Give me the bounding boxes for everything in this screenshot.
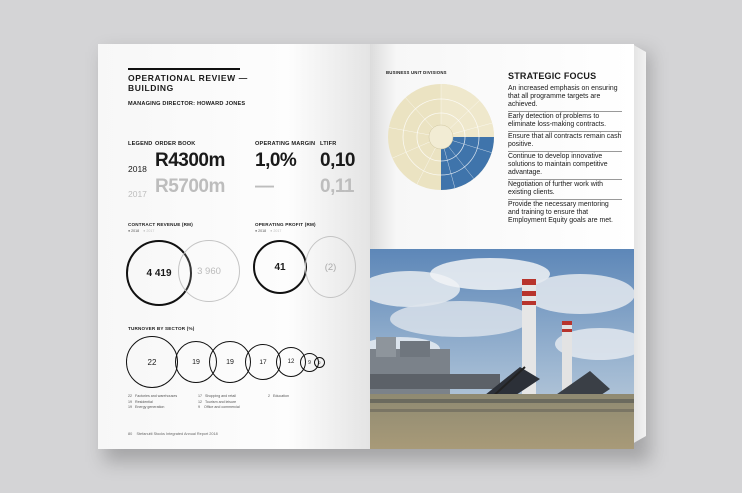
turnover-bubble-2-value: 19	[192, 358, 200, 366]
legend-num: 9	[198, 405, 200, 410]
contract-revenue-2017-circle	[178, 240, 240, 302]
turnover-legend-item	[128, 405, 177, 411]
turnover-title: TURNOVER BY SECTOR (%)	[128, 326, 195, 331]
strategic-focus-item: Negotiation of further work with existing clients.	[508, 179, 622, 199]
operating-profit-legend	[255, 229, 281, 233]
page-title-line2: BUILDING	[128, 83, 174, 93]
turnover-bubble-6-value: 9	[308, 359, 311, 366]
legend-header: LEGEND	[128, 141, 153, 147]
contract-revenue-2018-value: 4 419	[146, 267, 172, 279]
turnover-bubble-7-value: 2	[318, 360, 321, 365]
business-unit-chart-title: BUSINESS UNIT DIVISIONS	[386, 70, 447, 75]
operating-margin-2017: —	[255, 176, 274, 197]
legend-current-year: 2018	[131, 229, 140, 233]
legend-num: 22	[128, 394, 132, 398]
legend-label: Energy generation	[135, 405, 165, 410]
operating-profit-title: OPERATING PROFIT (RM)	[255, 222, 316, 227]
operating-profit-2017-value: (2)	[324, 261, 337, 273]
strategic-focus-title: STRATEGIC FOCUS	[508, 71, 597, 81]
legend-label: Factories and warehouses	[135, 394, 178, 398]
legend-label: Tourism and leisure	[205, 399, 237, 404]
turnover-bubble-3-value: 19	[226, 358, 234, 366]
legend-label: Residential	[135, 399, 153, 404]
legend-num: 19	[128, 399, 132, 404]
legend-dot-prior: ●	[143, 229, 146, 233]
legend-label: Shopping and retail	[205, 394, 236, 398]
legend-prior-year: 2017	[146, 229, 155, 233]
turnover-bubble-1-value: 22	[147, 357, 157, 367]
legend-num: 12	[198, 399, 202, 404]
legend-num: 2	[268, 394, 270, 398]
ltifr-2017: 0,11	[320, 176, 354, 197]
strategic-focus-item: Provide the necessary mentoring and training to ensure that Employment Equity goals are met.	[508, 199, 622, 227]
turnover-bubble-5-value: 12	[287, 359, 295, 365]
turnover-legend-col1	[128, 394, 177, 411]
legend-label: Office and commercial	[204, 405, 240, 410]
strategic-focus-list	[508, 85, 622, 227]
right-page	[370, 44, 634, 449]
wheel-centre	[429, 125, 453, 149]
turnover-legend-col3	[268, 394, 289, 400]
operating-profit-2018-value: 41	[274, 261, 286, 273]
operating-margin-2018: 1,0%	[255, 150, 297, 171]
order-book-2017: R5700m	[155, 176, 225, 197]
legend-label: Education	[273, 394, 289, 398]
contract-revenue-2017-value: 3 960	[197, 265, 221, 277]
left-page	[98, 44, 370, 449]
row-year-2018: 2018	[128, 164, 147, 174]
page-stack-edge	[632, 44, 646, 444]
page-title-line1: OPERATIONAL REVIEW —	[128, 73, 248, 83]
contract-revenue-title: CONTRACT REVENUE (RM)	[128, 222, 193, 227]
operating-margin-header: OPERATING MARGIN	[255, 141, 316, 147]
turnover-bubble-4-value: 17	[259, 358, 267, 366]
turnover-legend-col2	[198, 394, 240, 411]
strategic-focus-item: Ensure that all contracts remain cash positive.	[508, 131, 622, 151]
business-unit-wheel	[386, 82, 496, 192]
legend-dot-current: ●	[128, 229, 131, 233]
page-number: 80	[128, 432, 133, 436]
footer-text: Stefanutti Stocks Integrated Annual Report 2018	[136, 432, 218, 436]
page-title	[128, 73, 248, 93]
turnover-bubble-7	[314, 357, 325, 368]
legend-dot-current: ●	[255, 229, 258, 233]
order-book-2018: R4300m	[155, 150, 225, 171]
strategic-focus-item: Early detection of problems to eliminate loss-making contracts.	[508, 111, 622, 131]
title-rule	[128, 68, 240, 70]
ltifr-2018: 0,10	[320, 150, 355, 171]
managing-director: MANAGING DIRECTOR: HOWARD JONES	[128, 101, 246, 107]
strategic-focus-item: An increased emphasis on ensuring that all programme targets are achieved.	[508, 85, 618, 108]
contract-revenue-legend	[128, 229, 154, 233]
turnover-legend-item	[268, 394, 289, 400]
strategic-focus-item: Continue to develop innovative solutions to maintain competitive advantage.	[508, 151, 622, 179]
order-book-header: ORDER BOOK	[155, 141, 196, 147]
legend-current-year: 2018	[258, 229, 267, 233]
page-footer	[128, 432, 218, 436]
turnover-bubble-1	[126, 336, 178, 388]
turnover-legend-item	[198, 405, 240, 411]
legend-num: 19	[128, 405, 132, 410]
ltifr-header: LTIFR	[320, 141, 337, 147]
legend-num: 17	[198, 394, 202, 398]
legend-prior-year: 2017	[273, 229, 282, 233]
power-station-photo	[370, 249, 634, 449]
legend-dot-prior: ●	[270, 229, 273, 233]
operating-profit-2018-circle	[253, 240, 307, 294]
row-year-2017: 2017	[128, 189, 147, 199]
operating-profit-2017-circle	[305, 236, 356, 298]
